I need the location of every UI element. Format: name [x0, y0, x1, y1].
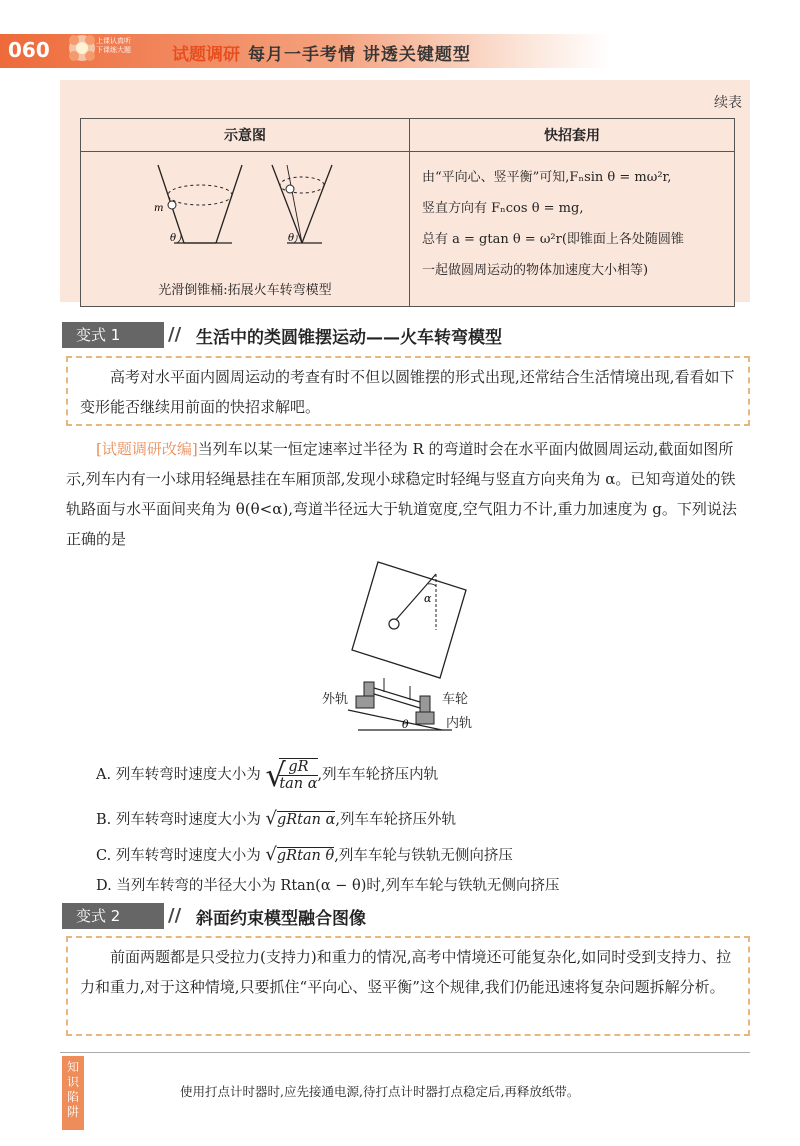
cone-bucket-diagram [82, 153, 408, 287]
slash-icon: // [168, 324, 182, 345]
page-header [0, 28, 800, 72]
continued-label: 续表 [714, 95, 742, 111]
tips-cell [410, 152, 735, 307]
tip-line: 总有 a = gtan θ = ω²r(即锥面上各处随圆锥 [422, 232, 684, 247]
alpha-label: α [424, 592, 432, 605]
outer-rail-label: 外轨 [322, 692, 349, 707]
problem-source: [试题调研改编] [96, 440, 198, 458]
mass-label: m [154, 203, 164, 214]
footer-note: 使用打点计时器时,应先接通电源,待打点计时器打点稳定后,再释放纸带。 [180, 1084, 580, 1099]
tip-line: 竖直方向有 Fₙcos θ = mg, [422, 201, 584, 216]
section-label: 试题调研 [172, 45, 240, 65]
tip-line: 由“平向心、竖平衡”可知,Fₙsin θ = mω²r, [422, 170, 672, 185]
problem-text [66, 434, 750, 554]
tip-line: 一起做圆周运动的物体加速度大小相等) [422, 263, 649, 278]
variant1-tag: 变式 1 [62, 322, 164, 348]
variant2-tag: 变式 2 [62, 903, 164, 929]
option-d[interactable]: D. 当列车转弯的半径大小为 Rtan(α − θ)时,列车车轮与铁轨无侧向挤压 [96, 878, 560, 894]
option-b[interactable]: B. 列车转弯时速度大小为 √gRtan α,列车车轮挤压外轨 [96, 808, 456, 829]
theta-label-right: θ [288, 233, 295, 244]
header-subtitle: 每月一手考情 讲透关键题型 [248, 45, 471, 65]
diagram-caption: 光滑倒锥桶:拓展火车转弯模型 [158, 283, 332, 298]
wheel-label: 车轮 [442, 692, 469, 707]
option-c[interactable]: C. 列车转弯时速度大小为 √gRtan θ,列车车轮与铁轨无侧向挤压 [96, 844, 513, 865]
variant2-title: 斜面约束模型融合图像 [196, 909, 366, 929]
inner-rail-label: 内轨 [446, 716, 473, 731]
summary-table [80, 118, 735, 307]
col-header-diagram: 示意图 [81, 119, 410, 152]
variant1-intro: 高考对水平面内圆周运动的考查有时不但以圆锥摆的形式出现,还常结合生活情境出现,看看如下变形能否继续用前面的快招求解吧。 [66, 356, 750, 426]
side-tab: 知识陷阱 [62, 1056, 84, 1130]
col-header-tips: 快招套用 [410, 119, 735, 152]
footer-divider [60, 1052, 750, 1053]
diagram-cell [81, 152, 410, 307]
theta-label-left: θ [170, 233, 177, 244]
theta-label-rail: θ [402, 718, 409, 731]
problem-body: 当列车以某一恒定速率过半径为 R 的弯道时会在水平面内做圆周运动,截面如图所示,列车内有一小球用轻绳悬挂在车厢顶部,发现小球稳定时轻绳与竖直方向夹角为 α。已知弯道处的铁轨路面与水平面间夹角为 θ(θ<α),弯道半径远大于轨道宽度,空气阻力不计,重力加速度为 g。下列说法正确的是 [66, 440, 737, 548]
variant2-intro: 前面两题都是只受拉力(支持力)和重力的情况,高考中情境还可能复杂化,如同时受到支持力、拉力和重力,对于这种情境,只要抓住“平向心、竖平衡”这个规律,我们仍能迅速将复杂问题拆解分析。 [66, 936, 750, 1036]
logo-text: 上课认真听 下课练大题 [96, 37, 131, 54]
variant2-header [62, 903, 752, 929]
slash-icon: // [168, 905, 182, 926]
page-number: 060 [8, 38, 50, 62]
variant1-header [62, 322, 752, 348]
sqrt-fraction: √ $\frac{gR}{\text{tan α}}$ [265, 756, 318, 794]
summary-panel [60, 80, 750, 302]
variant1-title: 生活中的类圆锥摆运动——火车转弯模型 [196, 328, 502, 348]
option-a[interactable]: A. 列车转弯时速度大小为 √ $\frac{gR}{\text{tan α}}$ ,列车车轮挤压内轨 [96, 756, 439, 794]
